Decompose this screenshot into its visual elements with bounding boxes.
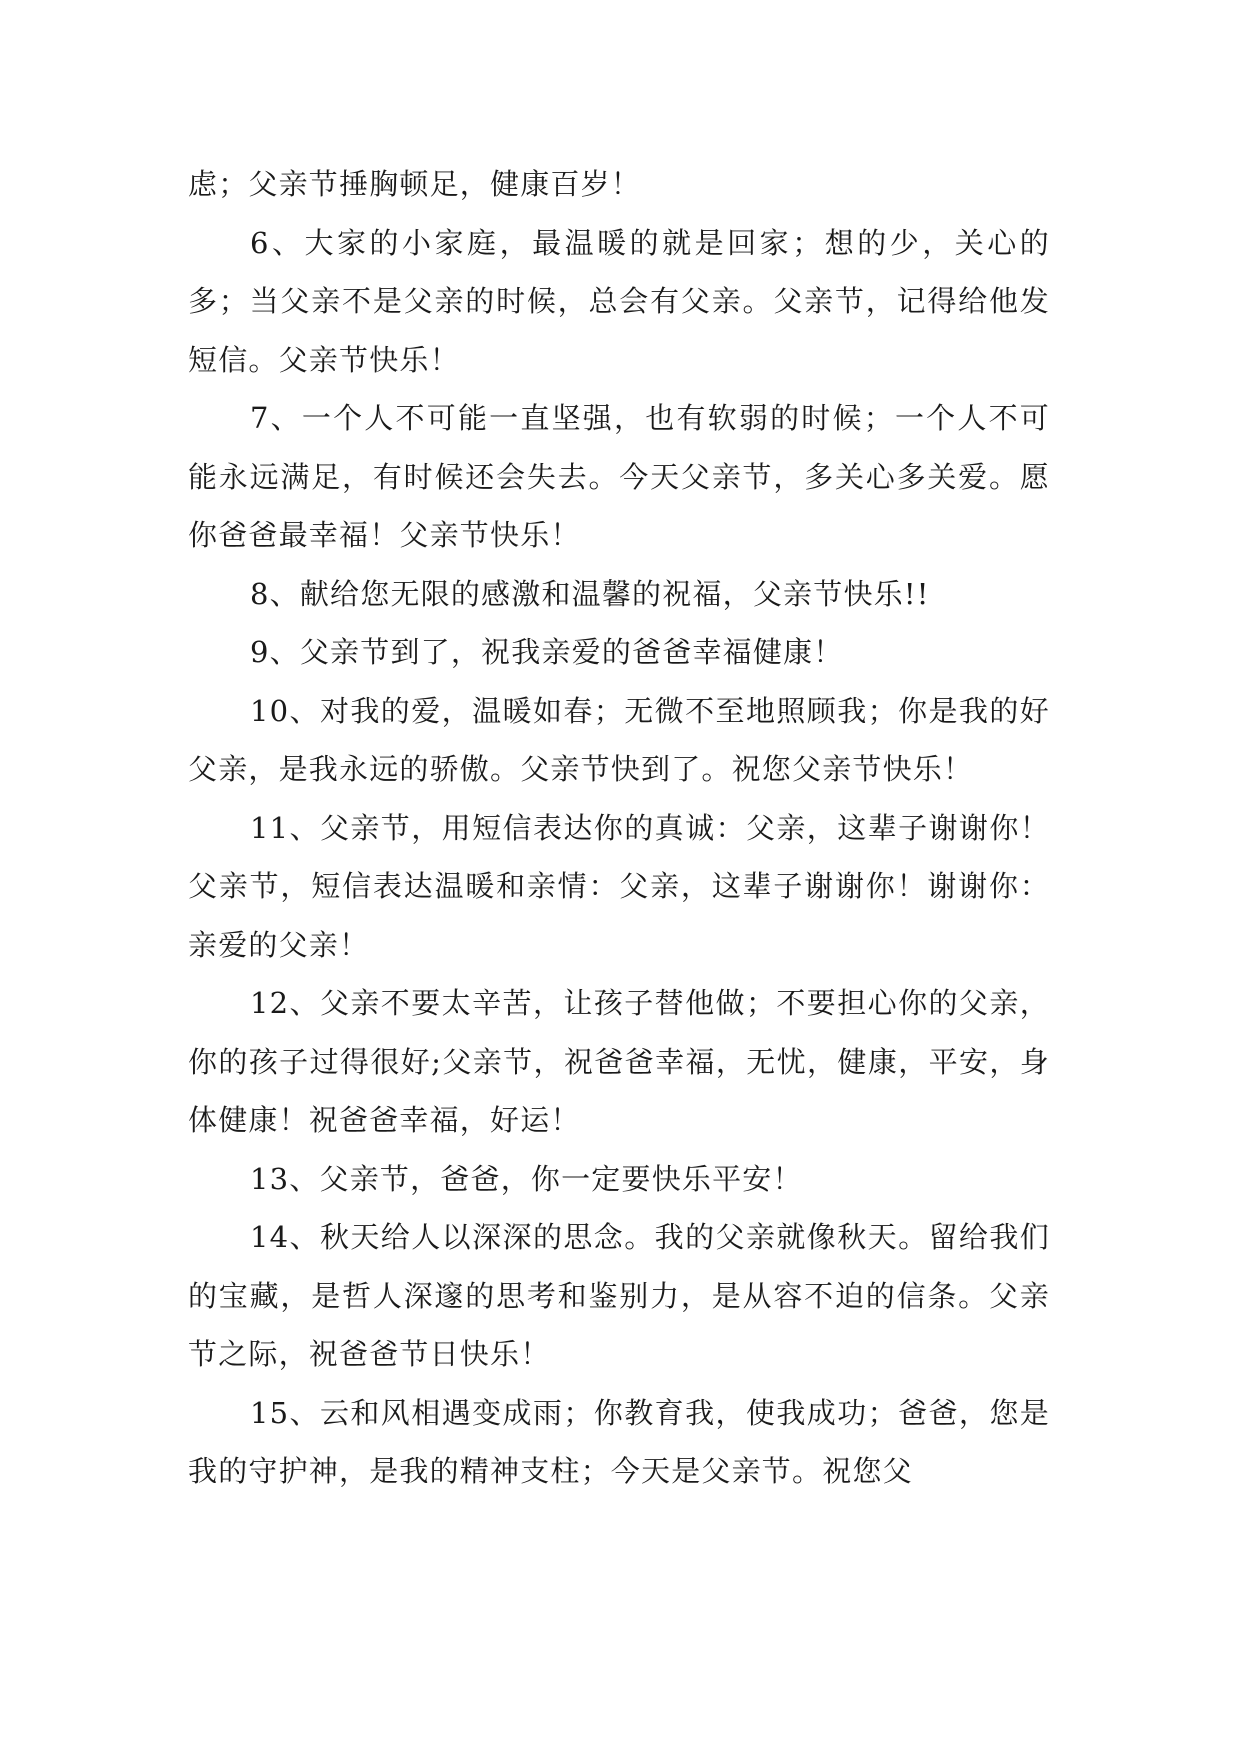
paragraph-0: 虑；父亲节捶胸顿足，健康百岁！ bbox=[188, 167, 642, 201]
document-body bbox=[188, 155, 1050, 1501]
paragraph-11: 11、父亲节，用短信表达你的真诚：父亲，这辈子谢谢你！父亲节，短信表达温暖和亲情：父亲，这辈子谢谢你！谢谢你：亲爱的父亲！ bbox=[188, 810, 1050, 962]
paragraph-10: 10、对我的爱，温暖如春；无微不至地照顾我；你是我的好父亲，是我永远的骄傲。父亲节快到了。祝您父亲节快乐！ bbox=[188, 693, 1050, 786]
paragraph-12: 12、父亲不要太辛苦，让孩子替他做；不要担心你的父亲，你的孩子过得很好;父亲节，祝爸爸幸福，无忧，健康，平安，身体健康！祝爸爸幸福，好运！ bbox=[188, 986, 1050, 1137]
paragraph-7: 7、一个人不可能一直坚强，也有软弱的时候；一个人不可能永远满足，有时候还会失去。今天父亲节，多关心多关爱。愿你爸爸最幸福！父亲节快乐！ bbox=[188, 401, 1050, 552]
paragraph-6: 6、大家的小家庭，最温暖的就是回家；想的少，关心的多；当父亲不是父亲的时候，总会有父亲。父亲节，记得给他发短信。父亲节快乐！ bbox=[188, 225, 1050, 377]
paragraph-8: 8、献给您无限的感激和温馨的祝福，父亲节快乐!! bbox=[250, 576, 930, 611]
paragraph-9: 9、父亲节到了，祝我亲爱的爸爸幸福健康！ bbox=[250, 635, 844, 669]
paragraph-15: 15、云和风相遇变成雨；你教育我，使我成功；爸爸，您是我的守护神，是我的精神支柱；今天是父亲节。祝您父 bbox=[188, 1395, 1050, 1488]
paragraph-13: 13、父亲节，爸爸，你一定要快乐平安！ bbox=[250, 1161, 803, 1196]
paragraph-14: 14、秋天给人以深深的思念。我的父亲就像秋天。留给我们的宝藏，是哲人深邃的思考和鉴别力，是从容不迫的信条。父亲节之际，祝爸爸节日快乐！ bbox=[188, 1220, 1050, 1371]
